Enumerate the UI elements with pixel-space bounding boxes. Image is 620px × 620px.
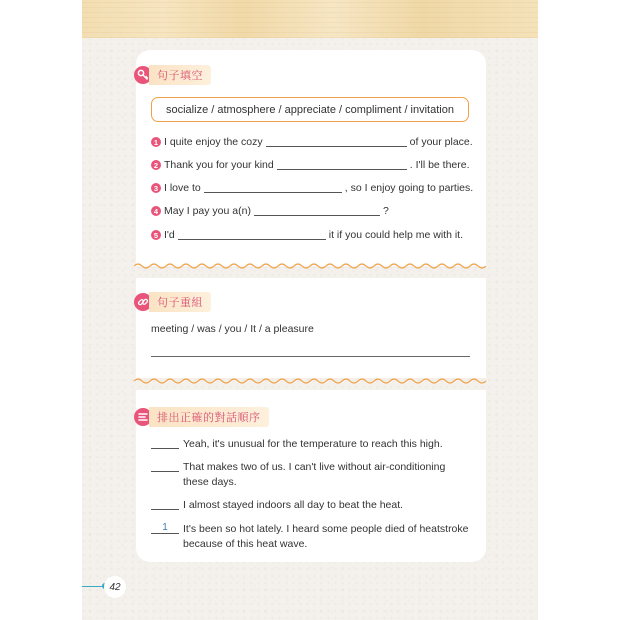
dialogue-text: Yeah, it's unusual for the temperature to reach this high.	[183, 438, 443, 450]
dialogue-text: It's been so hot lately. I heard some people died of heatstroke because of this heat wave.	[183, 523, 469, 550]
dialogue-header	[134, 407, 269, 427]
question-number: 3	[151, 183, 161, 193]
answer-blank[interactable]	[254, 206, 380, 216]
question-text-before: May I pay you a(n)	[164, 205, 251, 217]
order-blank[interactable]	[151, 498, 179, 510]
question-number: 2	[151, 160, 161, 170]
answer-blank[interactable]	[277, 160, 407, 170]
reorder-title: 句子重組	[149, 292, 211, 312]
question-text-after: . I'll be there.	[409, 159, 470, 171]
answer-blank[interactable]	[266, 137, 407, 147]
dialogue-line	[151, 437, 473, 452]
order-blank[interactable]: 1	[151, 522, 179, 534]
word-bank: socialize / atmosphere / appreciate / compliment / invitation	[151, 97, 469, 122]
dialogue-line	[151, 522, 473, 552]
question-number: 5	[151, 230, 161, 240]
fill-in-title: 句子填空	[149, 65, 211, 85]
question-row	[151, 159, 470, 171]
question-text-after: of your place.	[409, 136, 473, 148]
question-row	[151, 136, 473, 148]
page-number: 42	[104, 576, 126, 598]
dialogue-line	[151, 460, 473, 490]
dialogue-title: 排出正確的對話順序	[149, 407, 269, 427]
question-text-before: Thank you for your kind	[164, 159, 274, 171]
question-text-after: it if you could help me with it.	[328, 229, 463, 241]
question-text-after: , so I enjoy going to parties.	[344, 182, 474, 194]
dialogue-text: That makes two of us. I can't live without air-conditioning these days.	[183, 461, 446, 488]
question-row	[151, 205, 389, 217]
reorder-words: meeting / was / you / It / a pleasure	[151, 323, 314, 335]
reorder-header	[134, 292, 211, 312]
dialogue-line	[151, 498, 473, 513]
question-row	[151, 182, 473, 194]
question-number: 1	[151, 137, 161, 147]
question-text-before: I love to	[164, 182, 201, 194]
order-blank[interactable]	[151, 437, 179, 449]
wavy-divider	[134, 262, 486, 270]
dialogue-text: I almost stayed indoors all day to beat the heat.	[183, 499, 404, 511]
question-row	[151, 229, 463, 241]
question-text-before: I'd	[164, 229, 175, 241]
wavy-divider	[134, 377, 486, 385]
order-blank[interactable]	[151, 460, 179, 472]
fill-in-header	[134, 65, 211, 85]
answer-blank[interactable]	[178, 230, 326, 240]
question-number: 4	[151, 206, 161, 216]
answer-blank[interactable]	[204, 183, 342, 193]
page-number-rule	[82, 586, 104, 587]
question-text-after: ?	[382, 205, 389, 217]
reorder-answer-line[interactable]	[151, 356, 470, 357]
question-text-before: I quite enjoy the cozy	[164, 136, 263, 148]
wood-header-strip	[82, 0, 538, 38]
